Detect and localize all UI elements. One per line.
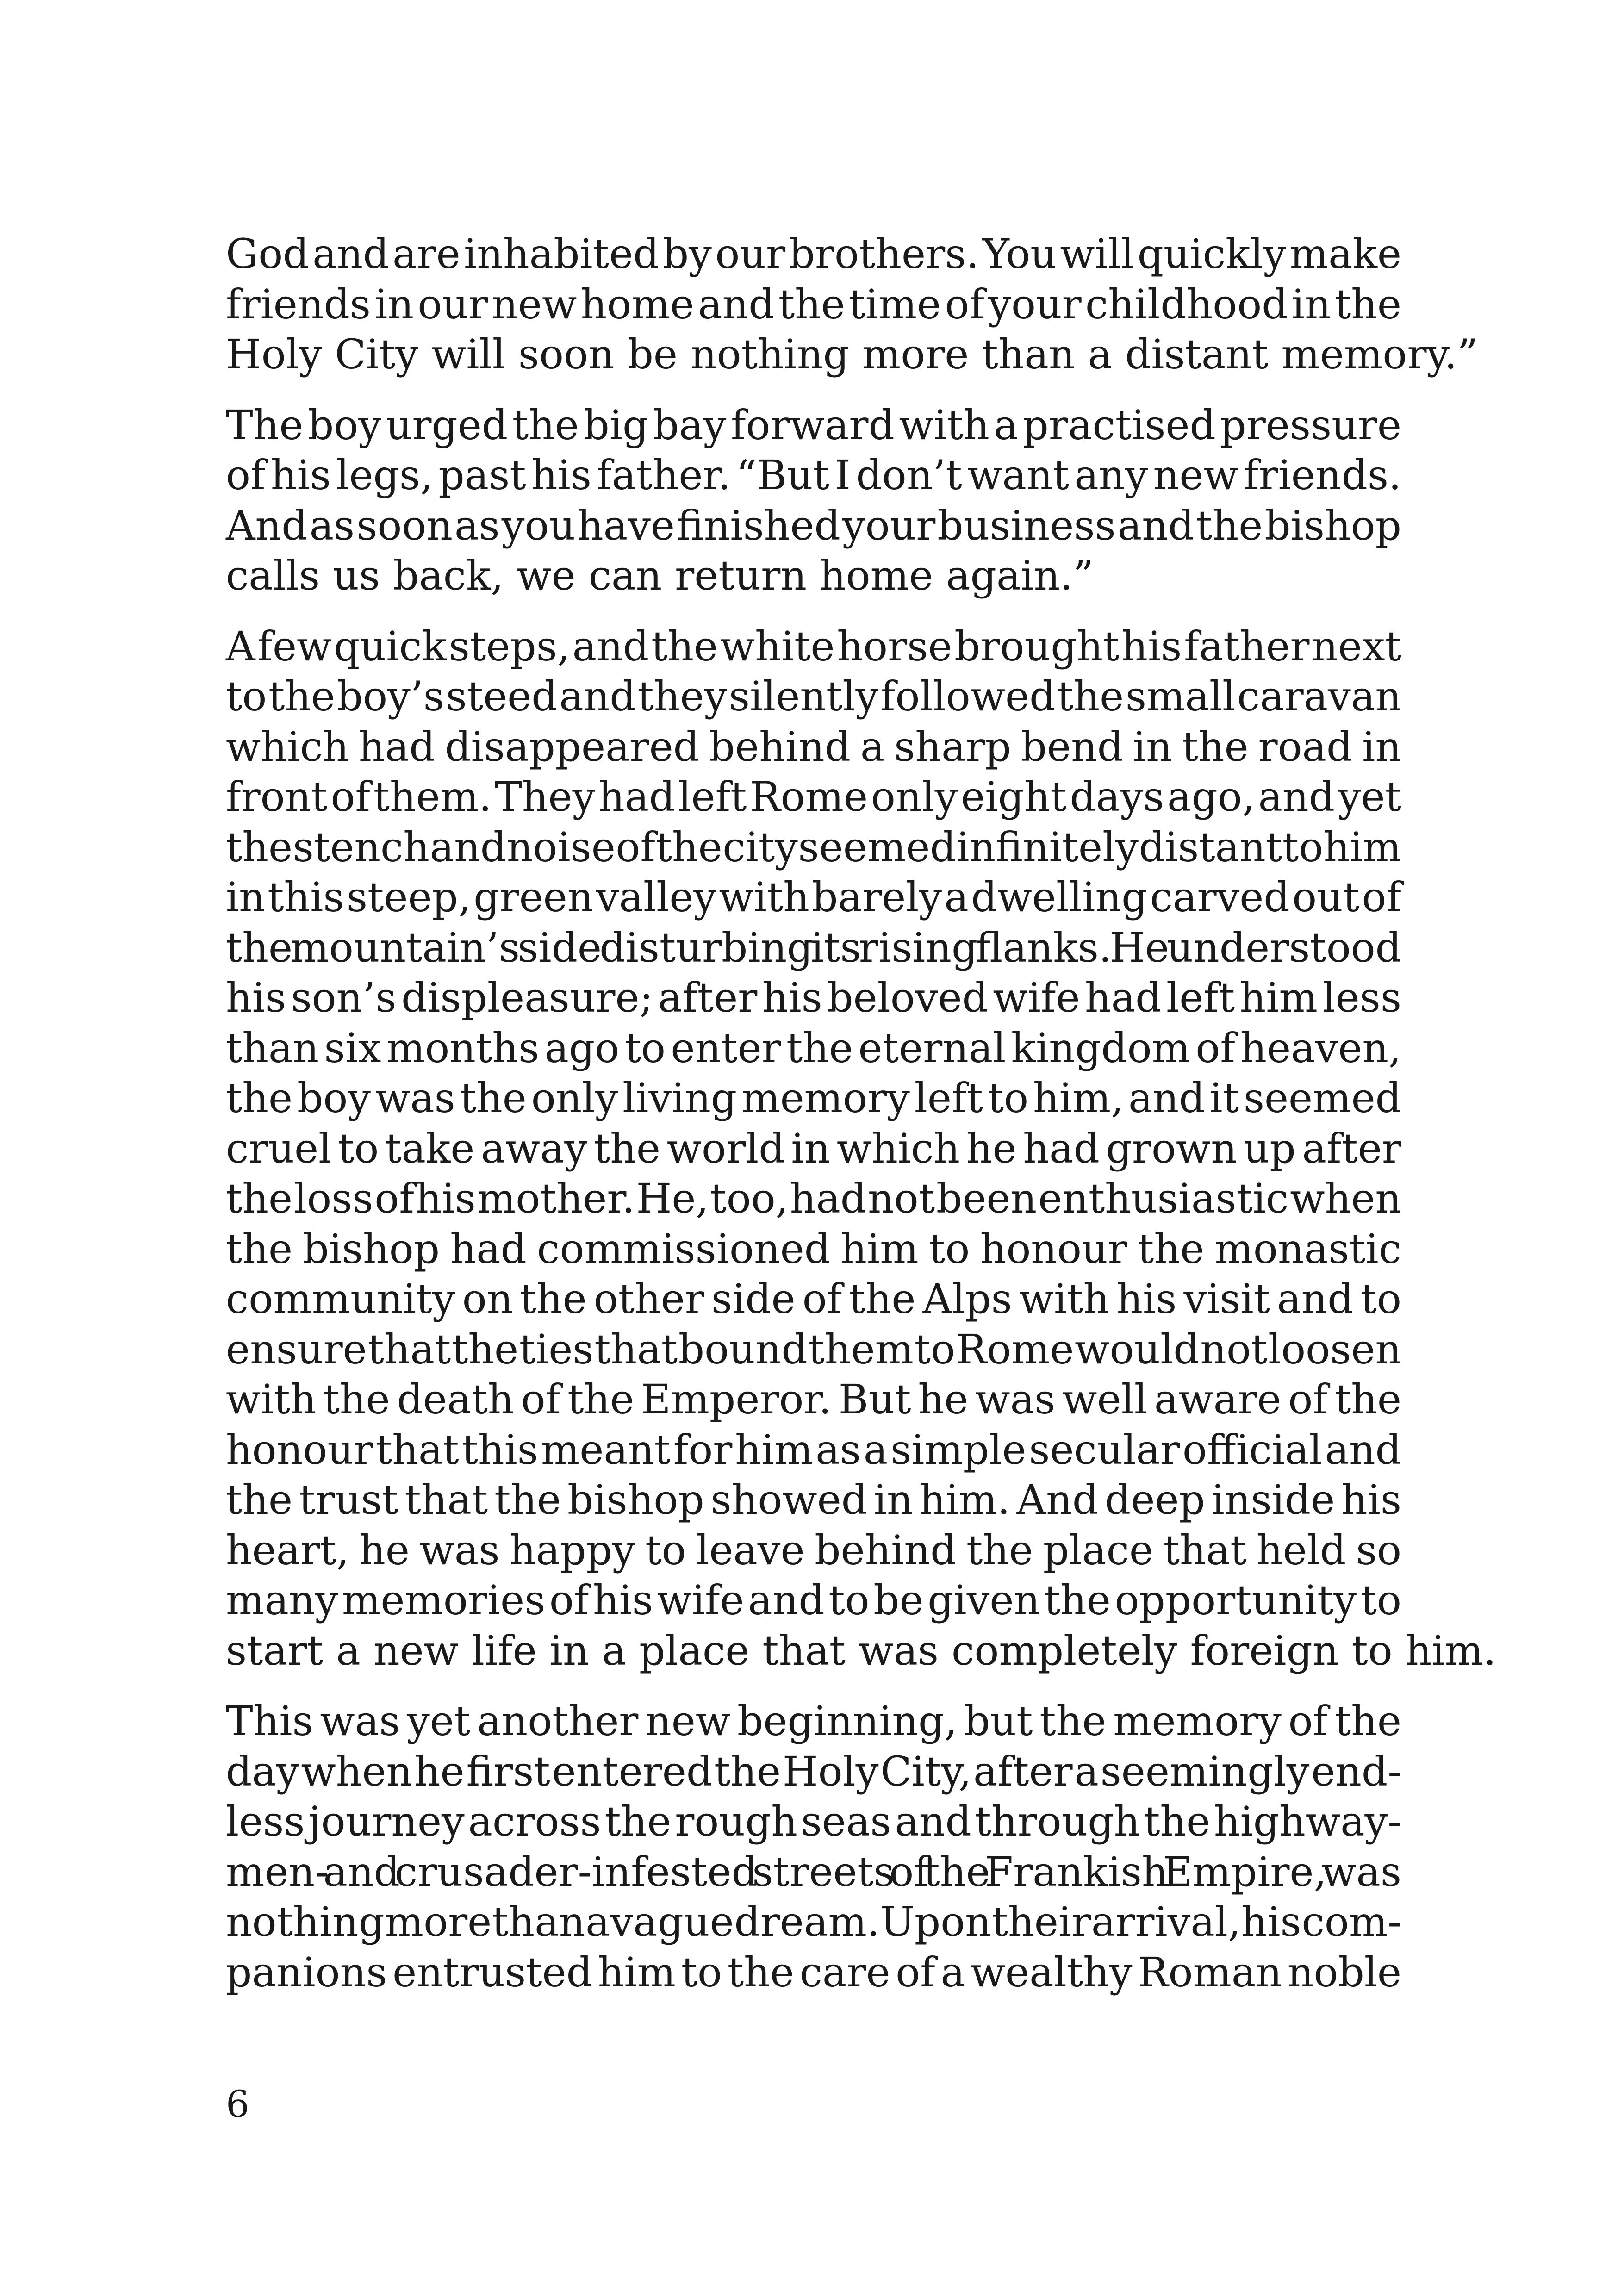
body-text xyxy=(226,229,1496,2018)
text-line: cruel to take away the world in which he had grown up after xyxy=(226,1124,1401,1172)
text-line: panions entrusted him to the care of a wealthy Roman noble xyxy=(226,1948,1401,1996)
paragraph xyxy=(226,1696,1401,1997)
text-line: honour that this meant for him as a simple secular official and xyxy=(226,1425,1401,1474)
text-line: ensure that the ties that bound them to Rome would not loosen xyxy=(226,1325,1401,1373)
text-line: heart, he was happy to leave behind the place that held so xyxy=(226,1526,1402,1574)
text-line: The boy urged the big bay forward with a practised pressure xyxy=(226,401,1401,449)
text-line: God and are inhabited by our brothers. You will quickly make xyxy=(226,230,1401,278)
text-line: in this steep, green valley with barely a dwelling carved out of xyxy=(226,873,1401,921)
text-line: the loss of his mother. He, too, had not been enthusiastic when xyxy=(226,1175,1401,1222)
text-line: front of them. They had left Rome only eight days ago, and yet xyxy=(226,773,1401,821)
text-line: the boy was the only living memory left to him, and it seemed xyxy=(226,1074,1401,1122)
text-line: many memories of his wife and to be given the opportunity to xyxy=(226,1576,1401,1624)
text-line: the trust that the bishop showed in him. And deep inside his xyxy=(226,1476,1401,1524)
paragraph xyxy=(226,229,1478,380)
text-line: his son’s displeasure; after his beloved wife had left him less xyxy=(226,974,1401,1021)
text-line: than six months ago to enter the eternal kingdom of heaven, xyxy=(226,1024,1401,1072)
text-line: the stench and noise of the city seemed infinitely distant to him xyxy=(226,823,1401,871)
text-line: A few quick steps, and the white horse brought his father next xyxy=(226,622,1401,670)
text-line: to the boy’s steed and they silently followed the small caravan xyxy=(226,672,1401,720)
paragraph xyxy=(226,622,1496,1676)
text-line: less journey across the rough seas and through the highway- xyxy=(226,1798,1401,1845)
text-line: And as soon as you have finished your business and the bishop xyxy=(226,501,1401,549)
text-line: of his legs, past his father. “But I don’t want any new friends. xyxy=(226,451,1401,499)
text-line: men- and crusader-infested streets of the Frankish Empire, was xyxy=(226,1848,1401,1896)
text-line: community on the other side of the Alps with his visit and to xyxy=(226,1275,1401,1323)
text-line: start a new life in a place that was completely foreign to him. xyxy=(226,1626,1496,1674)
text-line: calls us back, we can return home again.” xyxy=(226,552,1094,599)
text-line: which had disappeared behind a sharp bend in the road in xyxy=(226,722,1401,771)
text-line: nothing more than a vague dream. Upon their arrival, his com- xyxy=(226,1898,1401,1946)
text-line: with the death of the Emperor. But he was well aware of the xyxy=(226,1375,1401,1423)
text-line: the mountain’s side disturbing its rising flanks. He understood xyxy=(226,923,1401,971)
text-line: the bishop had commissioned him to honour the monastic xyxy=(226,1225,1401,1273)
text-line: This was yet another new beginning, but the memory of the xyxy=(226,1697,1401,1745)
page-number: 6 xyxy=(226,2083,249,2126)
text-line: friends in our new home and the time of your childhood in the xyxy=(226,280,1401,328)
text-line: Holy City will soon be nothing more than a distant memory.” xyxy=(226,330,1478,378)
text-line: day when he first entered the Holy City, after a seemingly end- xyxy=(226,1747,1401,1795)
paragraph xyxy=(226,400,1401,601)
